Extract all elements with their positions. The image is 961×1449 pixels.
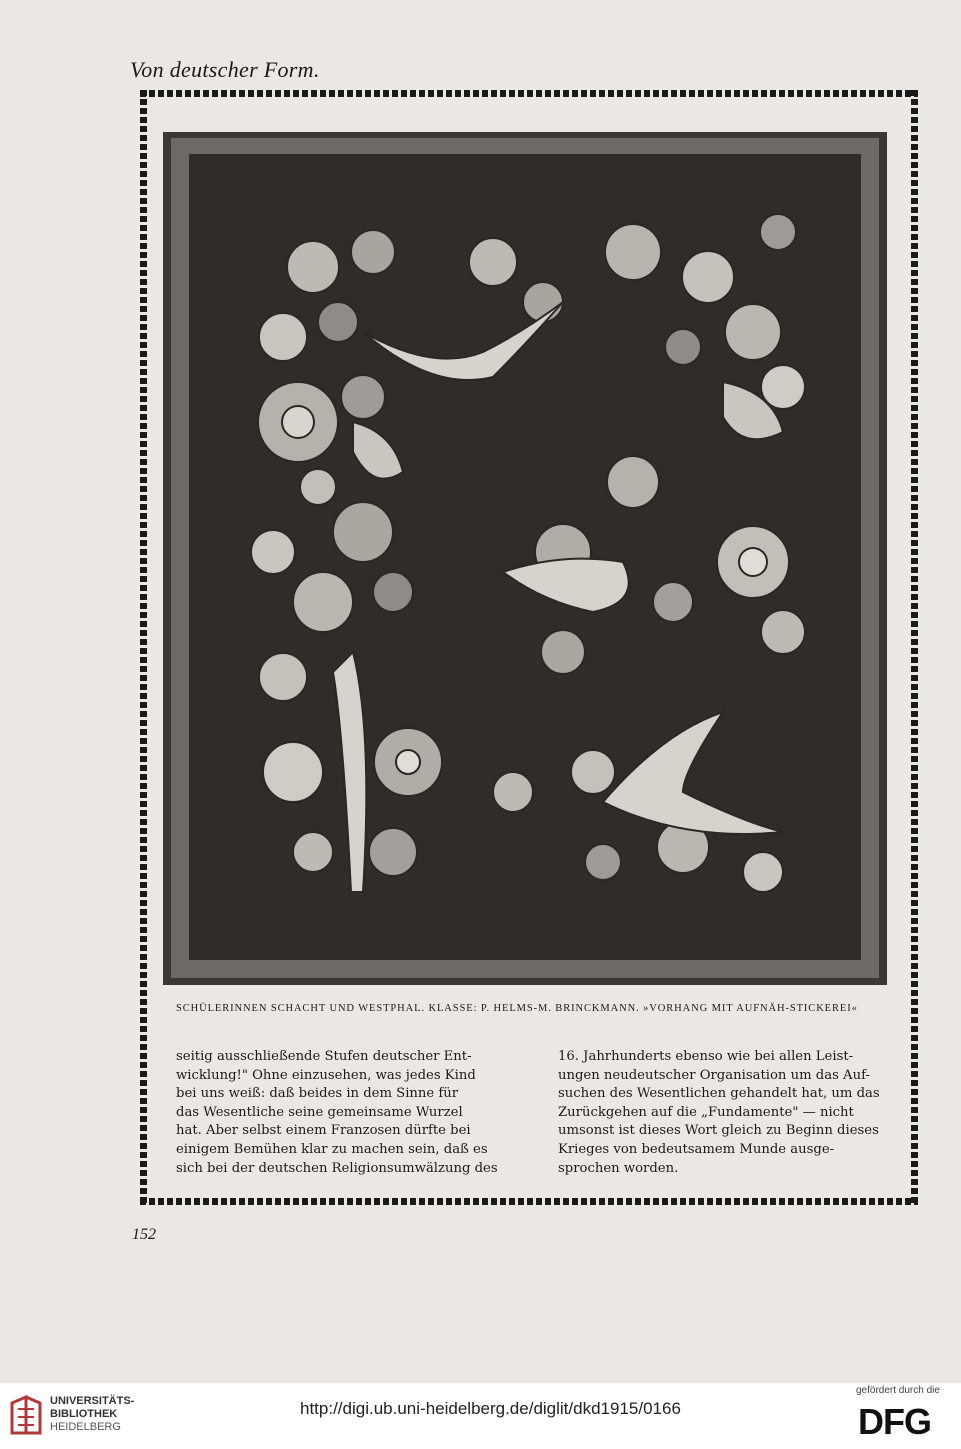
text-line: Krieges von bedeutsamem Munde ausge- [558,1141,835,1157]
text-line: ungen neudeutscher Organisation um das Auf- [558,1067,870,1083]
body-text [176,1048,908,1178]
text-line: umsonst ist dieses Wort gleich zu Beginn dieses [558,1123,879,1139]
frame-border-left [140,90,147,1205]
text-line: einigem Bemühen klar zu machen sein, daß es [176,1141,488,1157]
text-line: das Wesentliche seine gemeinsame Wurzel [176,1104,463,1120]
page-number: 152 [132,1226,156,1243]
text-line: seitig ausschließende Stufen deutscher Ent- [176,1049,472,1064]
curtain-illustration [163,132,887,985]
embroidery-photograph [163,132,887,985]
running-head: Von deutscher Form. [130,57,320,82]
library-city: HEIDELBERG [50,1421,121,1433]
library-logo-icon[interactable] [8,1393,44,1437]
text-column-left [176,1048,526,1178]
text-line: sich bei der deutschen Religionsumwälzung des [176,1160,498,1176]
frame-border-right [911,90,918,1205]
library-name-line: BIBLIOTHEK [50,1408,118,1420]
text-column-right [558,1048,908,1178]
text-line: wicklung!" Ohne einzusehen, was jedes Kind [176,1067,476,1083]
funding-note: gefördert durch die [856,1385,940,1396]
digitization-footer [0,1383,961,1449]
text-line: Zurückgehen auf die „Fundamente" — nicht [558,1104,854,1120]
frame-border-bottom [140,1198,918,1205]
text-line: 16. Jahrhunderts ebenso wie bei allen Leist- [558,1049,854,1064]
dfg-logo[interactable]: DFG [858,1401,931,1442]
permalink-url[interactable]: http://digi.ub.uni-heidelberg.de/diglit/dkd1915/0166 [300,1399,681,1418]
frame-border-top [140,90,918,97]
text-line: suchen des Wesentlichen gehandelt hat, um das [558,1086,880,1102]
text-line: bei uns weiß: daß beides in dem Sinne für [176,1086,459,1102]
library-name[interactable] [50,1395,134,1434]
text-line: hat. Aber selbst einem Franzosen dürfte bei [176,1123,471,1139]
library-name-line: UNIVERSITÄTS- [50,1395,135,1407]
plate-caption: SCHÜLERINNEN SCHACHT UND WESTPHAL. KLASSE: P. HELMS-M. BRINCKMANN. »VORHANG MIT AUFNÄH-STICKEREI« [176,1003,858,1014]
text-line: sprochen worden. [558,1160,679,1176]
